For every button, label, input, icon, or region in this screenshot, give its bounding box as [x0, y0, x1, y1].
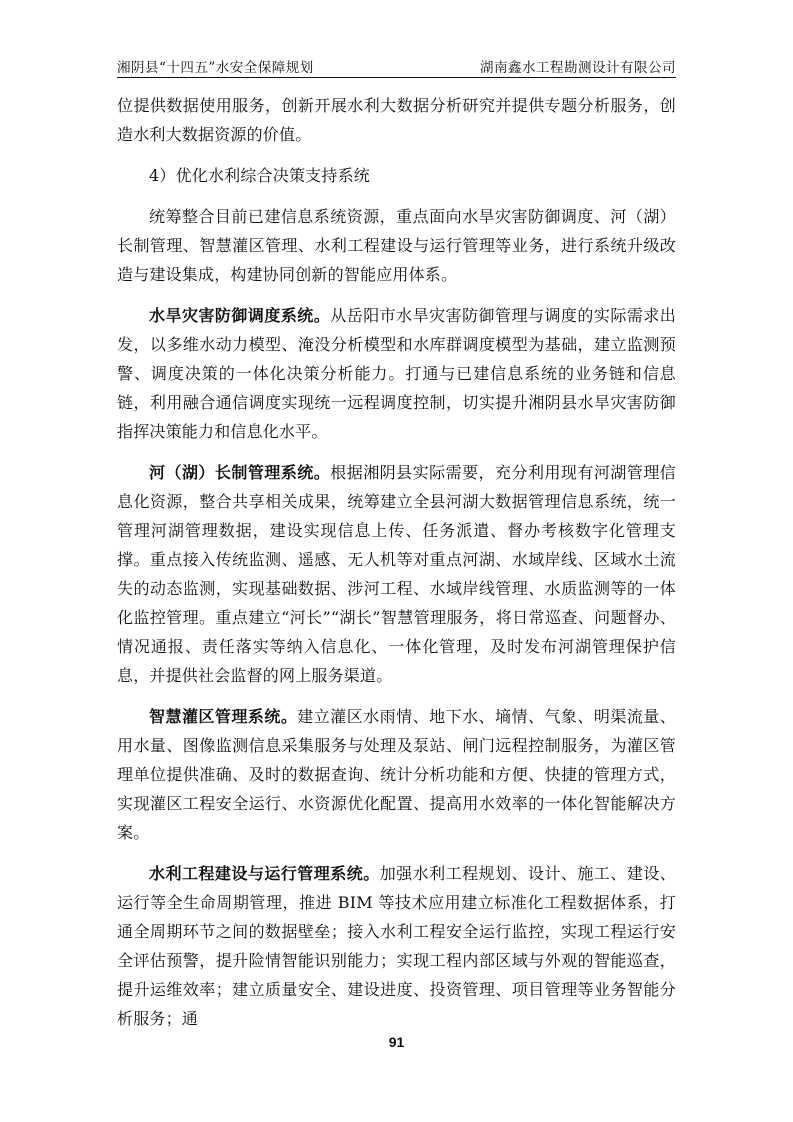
- paragraph-irrigation-system: [117, 702, 676, 847]
- paragraph-flood-drought-system: [117, 301, 676, 446]
- paragraph-text: 从岳阳市水旱灾害防御管理与调度的实际需求出发，以多维水动力模型、淹没分析模型和水库群调度模型为基础，建立监测预警、调度决策的一体化决策分析能力。打通与已建信息系统的业务链和信息链，利用融合通信调度实现统一远程调度控制，切实提升湘阴县水旱灾害防御指挥决策能力和信息化水平。: [117, 306, 676, 441]
- paragraph-text: 建立灌区水雨情、地下水、墒情、气象、明渠流量、用水量、图像监测信息采集服务与处理及泵站、闸门远程控制服务，为灌区管理单位提供准确、及时的数据查询、统计分析功能和方便、快捷的管理方式，实现灌区工程安全运行、水资源优化配置、提高用水效率的一体化智能解决方案。: [117, 707, 676, 842]
- paragraph-lead-bold: 水旱灾害防御调度系统。: [149, 306, 331, 325]
- paragraph-lead-bold: 智慧灌区管理系统。: [149, 707, 298, 726]
- paragraph-text: 位提供数据使用服务，创新开展水利大数据分析研究并提供专题分析服务，创造水利大数据资源的价值。: [117, 96, 676, 144]
- paragraph-lead-bold: 河（湖）长制管理系统。: [149, 463, 331, 482]
- section-heading: [117, 161, 676, 190]
- page-number: 91: [388, 1034, 405, 1050]
- section-heading-text: 4）优化水利综合决策支持系统: [149, 166, 370, 185]
- page-body: [117, 91, 676, 1033]
- paragraph-lead-bold: 水利工程建设与运行管理系统。: [149, 864, 380, 883]
- paragraph-intro: [117, 202, 676, 289]
- paragraph-river-chief-system: [117, 458, 676, 690]
- header-divider: [117, 77, 676, 78]
- header-company-name: 湖南鑫水工程勘测设计有限公司: [480, 60, 676, 76]
- paragraph-text: 加强水利工程规划、设计、施工、建设、运行等全生命周期管理，推进 BIM 等技术应用建立标准化工程数据体系，打通全周期环节之间的数据壁垒；接入水利工程安全运行监控，实现工程运行安全评估预警，提升险情智能识别能力；实现工程内部区域与外观的智能巡查，提升运维效率；建立质量安全、建设进度、投资管理、项目管理等业务智能分析服务；通: [117, 864, 676, 1028]
- paragraph-construction-operation-system: [117, 859, 676, 1033]
- paragraph-continuation: [117, 91, 676, 149]
- paragraph-text: 根据湘阴县实际需要，充分利用现有河湖管理信息化资源，整合共享相关成果，统筹建立全县河湖大数据管理信息系统，统一管理河湖管理数据，建设实现信息上传、任务派遣、督办考核数字化管理支撑。重点接入传统监测、遥感、无人机等对重点河湖、水域岸线、区域水土流失的动态监测，实现基础数据、涉河工程、水域岸线管理、水质监测等的一体化监控管理。重点建立“河长”“湖长”智慧管理服务，将日常巡查、问题督办、情况通报、责任落实等纳入信息化、一体化管理，及时发布河湖管理保护信息，并提供社会监督的网上服务渠道。: [117, 463, 676, 685]
- header-document-title: 湘阴县“十四五”水安全保障规划: [117, 60, 314, 76]
- paragraph-text: 统筹整合目前已建信息系统资源，重点面向水旱灾害防御调度、河（湖）长制管理、智慧灌区管理、水利工程建设与运行管理等业务，进行系统升级改造与建设集成，构建协同创新的智能应用体系。: [117, 207, 676, 284]
- page-header: [117, 56, 676, 76]
